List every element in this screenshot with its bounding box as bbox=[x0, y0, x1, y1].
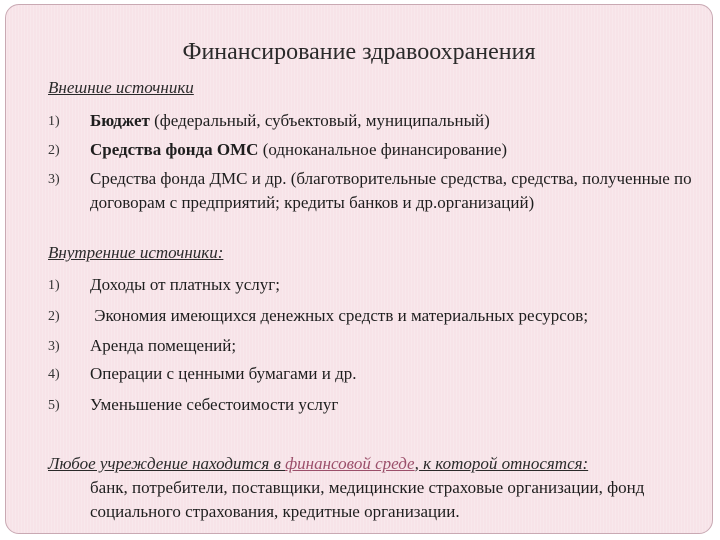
list-item bbox=[48, 273, 698, 297]
financial-environment-link[interactable]: финансовой среде bbox=[285, 454, 415, 473]
item-text: Аренда помещений; bbox=[90, 336, 237, 355]
item-bold-text: Средства фонда ОМС bbox=[90, 140, 259, 159]
item-text: Экономия имеющихся денежных средств и материальных ресурсов; bbox=[90, 306, 589, 325]
list-item bbox=[48, 334, 698, 358]
list-number: 3) bbox=[48, 339, 60, 354]
item-text: Операции с ценными бумагами и др. bbox=[90, 364, 357, 383]
list-number: 1) bbox=[48, 114, 60, 129]
slide-title: Финансирование здравоохранения bbox=[182, 39, 536, 65]
list-number: 4) bbox=[48, 367, 60, 382]
item-text: Средства фонда ДМС и др. (благотворительные средства, средства, полученные по договорам с предприятий; кредиты банков и др.организаций) bbox=[90, 169, 692, 212]
list-item bbox=[48, 362, 698, 386]
footer-lead-end: , к которой относятся: bbox=[414, 454, 589, 473]
footer-text: банк, потребители, поставщики, медицинские страховые организации, фонд социального страхования, кредитные организации. bbox=[90, 478, 645, 521]
external-sources-heading: Внешние источники bbox=[48, 78, 194, 97]
slide bbox=[5, 4, 713, 534]
list-item bbox=[48, 393, 698, 417]
item-text: (федеральный, субъектовый, муниципальный) bbox=[149, 111, 490, 130]
item-text: (одноканальное финансирование) bbox=[258, 140, 508, 159]
list-item bbox=[48, 167, 698, 215]
list-number: 2) bbox=[48, 309, 60, 324]
list-number: 1) bbox=[48, 278, 60, 293]
list-item bbox=[48, 304, 698, 328]
list-item bbox=[48, 138, 698, 162]
list-number: 2) bbox=[48, 143, 60, 158]
list-number: 3) bbox=[48, 172, 60, 187]
list-item bbox=[48, 109, 698, 133]
internal-sources-heading: Внутренние источники: bbox=[48, 243, 224, 262]
item-text: Доходы от платных услуг; bbox=[90, 275, 280, 294]
item-text: Уменьшение себестоимости услуг bbox=[90, 395, 339, 414]
footer-paragraph bbox=[48, 452, 708, 524]
item-bold-text: Бюджет bbox=[90, 111, 150, 130]
footer-lead-start: Любое учреждение находится в bbox=[48, 454, 286, 473]
list-number: 5) bbox=[48, 398, 60, 413]
